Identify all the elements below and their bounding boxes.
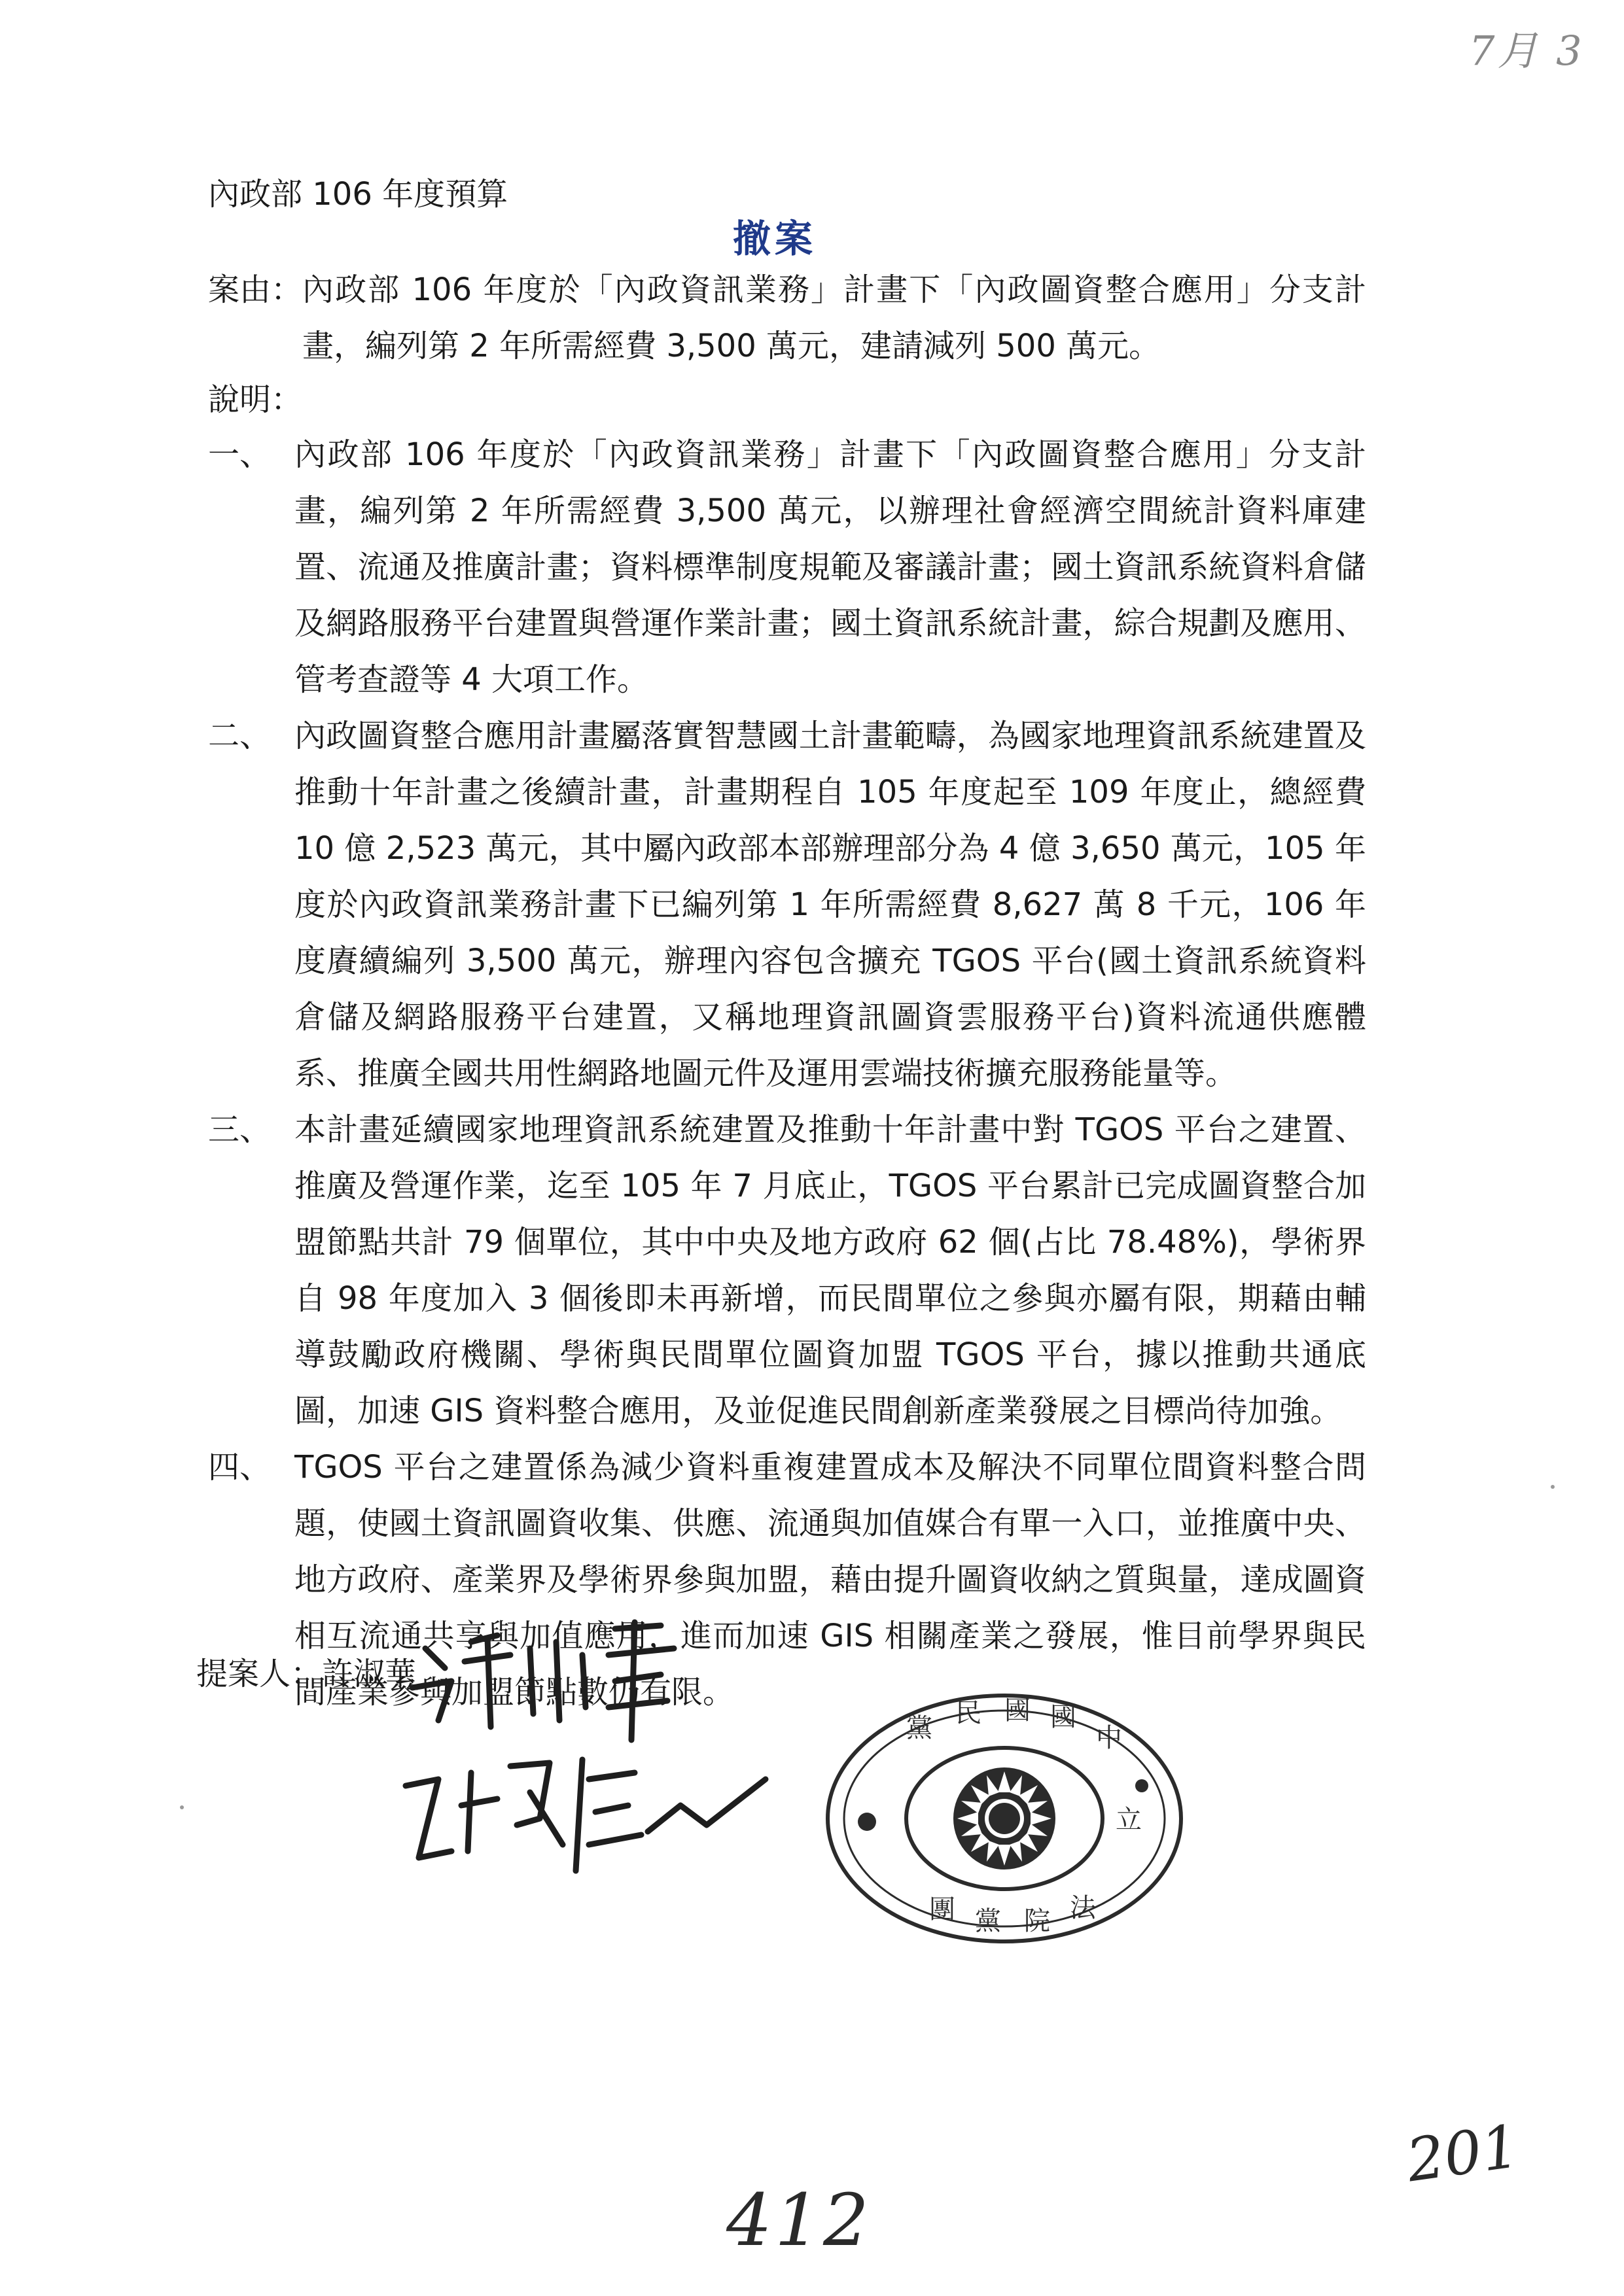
- item-text: 內政部 106 年度於「內政資訊業務」計畫下「內政圖資整合應用」分支計畫，編列第 2 年所需經費 3,500 萬元，以辦理社會經濟空間統計資料庫建置、流通及推廣計畫；資料標準制度規範及審議計畫；國土資訊系統資料倉儲及網路服務平台建置與營運作業計畫；國土資訊系統計畫，綜合規劃及應用、管考查證等 4 大項工作。: [294, 436, 1366, 698]
- item-number: 二、: [208, 718, 272, 754]
- handwritten-signature: [399, 1609, 805, 1897]
- svg-text:國: 國: [1004, 1696, 1031, 1726]
- budget-header: 內政部 106 年度預算: [208, 176, 508, 213]
- handwritten-side-number: 201: [1402, 2112, 1524, 2196]
- explanation-item: [208, 708, 1366, 1102]
- case-section: [208, 262, 1366, 374]
- item-number: 一、: [208, 436, 272, 473]
- svg-text:院: 院: [1024, 1906, 1050, 1936]
- svg-text:法: 法: [1070, 1893, 1096, 1923]
- handwritten-corner-mark: 7月 3: [1469, 27, 1585, 75]
- case-text: 內政部 106 年度於「內政資訊業務」計畫下「內政圖資整合應用」分支計畫，編列第 2 年所需經費 3,500 萬元，建請減列 500 萬元。: [302, 271, 1366, 364]
- explanation-item: [208, 426, 1366, 708]
- item-number: 三、: [208, 1111, 272, 1148]
- scan-speck: [180, 1805, 184, 1809]
- svg-text:團: 團: [929, 1894, 955, 1924]
- svg-text:國: 國: [1050, 1702, 1076, 1732]
- svg-text:立: 立: [1116, 1805, 1142, 1835]
- proposer-line: 提案人：許淑華: [196, 1656, 417, 1692]
- explanation-item: [208, 1102, 1366, 1439]
- svg-text:民: 民: [955, 1698, 981, 1728]
- document-title: 撤案: [733, 217, 817, 261]
- item-text: 內政圖資整合應用計畫屬落實智慧國土計畫範疇，為國家地理資訊系統建置及推動十年計畫之後續計畫，計畫期程自 105 年度起至 109 年度止，總經費 10 億 2,523 萬元，其中屬內政部本部辦理部分為 4 億 3,650 萬元，105 年度於內政資訊業務計畫下已編列第 1 年所需經費 8,627 萬 8 千元，106 年度賡續編列 3,500 萬元，辦理內容包含擴充 TGOS 平台(國土資訊系統資料倉儲及網路服務平台建置，又稱地理資訊圖資雲服務平台)資料流通供應體系、推廣全國共用性網路地圖元件及運用雲端技術擴充服務能量等。: [294, 718, 1366, 1092]
- case-row: [208, 262, 1366, 374]
- svg-text:黨: 黨: [906, 1713, 932, 1743]
- item-text: TGOS 平台之建置係為減少資料重複建置成本及解決不同單位間資料整合問題，使國土資訊圖資收集、供應、流通與加值媒合有單一入口，並推廣中央、地方政府、產業界及學術界參與加盟，藉由提升圖資收納之質與量，達成圖資相互流通共享與加值應用，進而加速 GIS 相關產業之發展，惟目前學界與民間產業參與加盟節點數仍有限。: [294, 1449, 1366, 1711]
- item-text: 本計畫延續國家地理資訊系統建置及推動十年計畫中對 TGOS 平台之建置、推廣及營運作業，迄至 105 年 7 月底止，TGOS 平台累計已完成圖資整合加盟節點共計 79 個單位，其中中央及地方政府 62 個(占比 78.48%)，學術界自 98 年度加入 3 個後即未再新增，而民間單位之參與亦屬有限，期藉由輔導鼓勵政府機關、學術與民間單位圖資加盟 TGOS 平台，據以推動共通底圖，加速 GIS 資料整合應用，及並促進民間創新產業發展之目標尚待加強。: [294, 1111, 1366, 1429]
- item-number: 四、: [208, 1449, 272, 1486]
- scan-speck: [1551, 1485, 1555, 1489]
- explanation-label: 說明：: [208, 381, 303, 418]
- explanation-list: [208, 426, 1366, 1720]
- case-label: 案由：: [208, 271, 303, 308]
- svg-text:中: 中: [1096, 1723, 1122, 1753]
- svg-text:黨: 黨: [975, 1906, 1001, 1936]
- party-seal: [821, 1688, 1188, 1949]
- handwritten-page-number: 412: [726, 2178, 872, 2262]
